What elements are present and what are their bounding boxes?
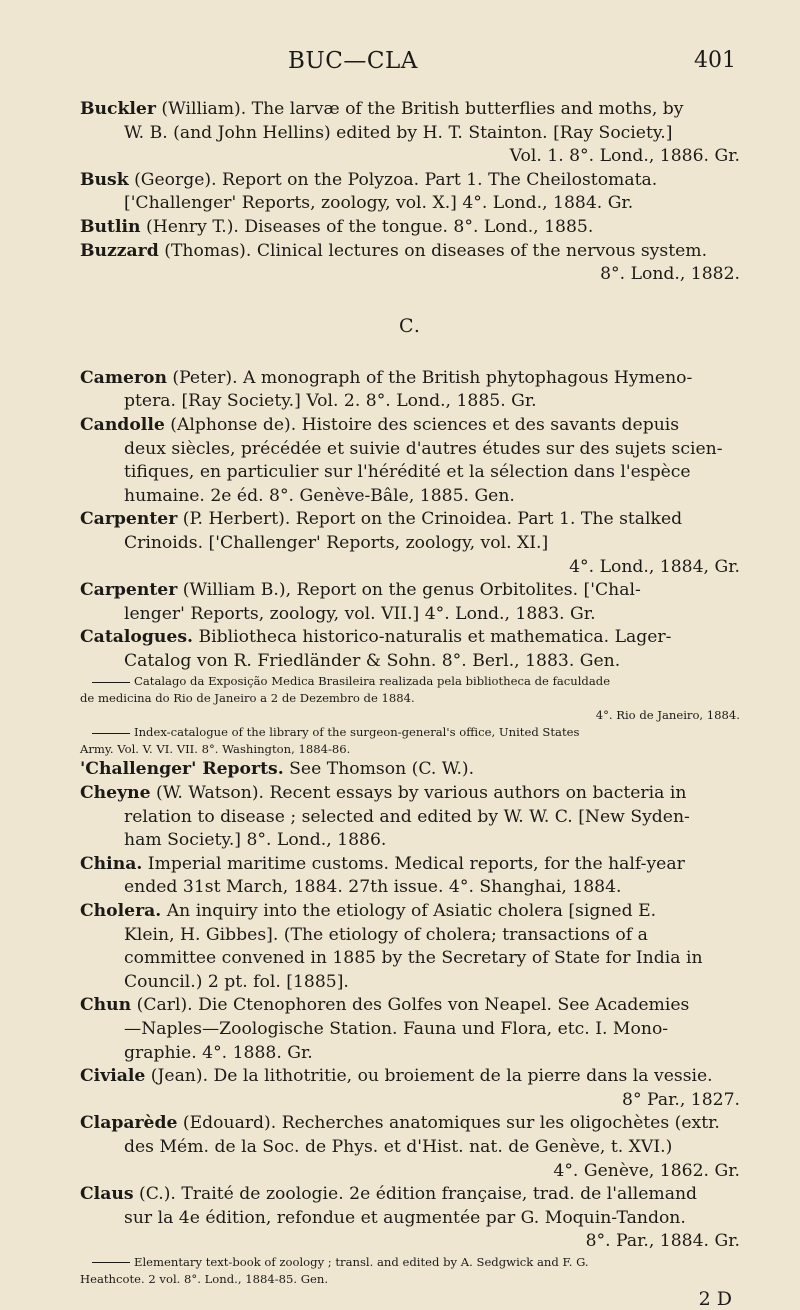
page-number: 401 [694,48,736,73]
running-head: BUC—CLA [288,48,418,74]
ditto-dash [92,1262,130,1263]
entry-elementary-textbook: Elementary text-book of zoology ; transl. and edited by A. Sedgwick and F. G. Heathcote. 2 vol. 8°. Lond., 1884-85. Gen. [80,1254,589,1286]
entry-heading: Civiale [80,1066,146,1087]
entry-claparede: Claparède (Edouard). Recherches anatomiques sur les oligochètes (extr. des Mém. de la Soc. de Phys. et d'Hist. nat. de Genève, t. XVI.) 4°. Genève, 1862. Gr. [80,1113,740,1181]
entry-heading: China. [80,853,143,874]
entry-heading: Buckler [80,99,156,119]
entry-heading: 'Challenger' Reports. [80,759,284,780]
entry-cameron: Cameron (Peter). A monograph of the British phytophagous Hymeno- ptera. [Ray Society.] Vol. 2. 8°. Lond., 1885. Gr. [80,367,693,412]
page-header [0,48,800,80]
entry-heading: Buzzard [80,240,159,261]
entry-china: China. Imperial maritime customs. Medical reports, for the half-year ended 31st March, 1884. 27th issue. 4°. Shanghai, 1884. [80,853,685,898]
entry-butlin: Butlin (Henry T.). Diseases of the tongue. 8°. Lond., 1885. [80,216,594,237]
entry-cheyne: Cheyne (W. Watson). Recent essays by various authors on bacteria in relation to disease ; selected and edited by W. W. C. [New Syden- ham Society.] 8°. Lond., 1886. [80,783,690,851]
entry-civiale: Civiale (Jean). De la lithotritie, ou broiement de la pierre dans la vessie. 8° Par., 1827. [80,1066,740,1110]
ditto-dash [92,733,130,734]
entry-buzzard: Buzzard (Thomas). Clinical lectures on diseases of the nervous system. 8°. Lond., 1882. [80,240,740,285]
entry-cholera: Cholera. An inquiry into the etiology of Asiatic cholera [signed E. Klein, H. Gibbes]. (The etiology of cholera; transactions of a committee convened in 1885 by the Secretary of State for India in Council.) 2 pt. fol. [1885]. [80,901,703,992]
entry-heading: Cameron [80,367,167,388]
entry-heading: Claparède [80,1113,178,1134]
entry-heading: Claus [80,1184,134,1205]
entry-heading: Carpenter [80,509,178,530]
entry-heading: Butlin [80,216,141,237]
entry-candolle: Candolle (Alphonse de). Histoire des sciences et des savants depuis deux siècles, précédée et suivie d'autres études sur des sujets scien- tifiques, en particulier sur l'hérédité et la sélection dans l'espèce humaine. 2e éd. 8°. Genève-Bâle, 1885. Gen. [80,414,723,506]
entry-heading: Chun [80,995,132,1016]
entry-heading: Candolle [80,414,165,435]
entry-carpenter-w: Carpenter (William B.), Report on the genus Orbitolites. ['Chal- lenger' Reports, zoology, vol. VII.] 4°. Lond., 1883. Gr. [80,580,641,624]
entry-heading: Catalogues. [80,627,193,648]
entry-index-catalogue: Index-catalogue of the library of the surgeon-general's office, United States Army. Vol. V. VI. VII. 8°. Washington, 1884-86. [80,725,580,757]
entry-buckler: Buckler (William). The larvæ of the British butterflies and moths, by W. B. (and John Hellins) edited by H. T. Stainton. [Ray Society.] Vol. 1. 8°. Lond., 1886. Gr. [80,99,740,167]
entry-chun: Chun (Carl). Die Ctenophoren des Golfes von Neapel. See Academies —Naples—Zoologische Station. Fauna und Flora, etc. I. Mono- graphie. 4°. 1888. Gr. [80,995,690,1063]
entry-challenger: 'Challenger' Reports. See Thomson (C. W.). [80,759,475,780]
entry-catalogo-brasileira: Catalago da Exposição Medica Brasileira realizada pela bibliotheca de faculdade de medicina do Rio de Janeiro a 2 de Dezembro de 1884. 4°. Rio de Janeiro, 1884. [80,674,740,723]
entry-catalogues: Catalogues. Bibliotheca historico-naturalis et mathematica. Lager- Catalog von R. Friedländer & Sohn. 8°. Berl., 1883. Gen. [80,627,672,671]
catalogue-content [80,98,740,1310]
signature-mark: 2 D [698,1287,732,1310]
entry-carpenter-p: Carpenter (P. Herbert). Report on the Crinoidea. Part 1. The stalked Crinoids. ['Challenger' Reports, zoology, vol. XI.] 4°. Lond., 1884, Gr. [80,509,740,577]
entry-heading: Cholera. [80,901,162,922]
entry-busk: Busk (George). Report on the Polyzoa. Part 1. The Cheilostomata. ['Challenger' Reports, zoology, vol. X.] 4°. Lond., 1884. Gr. [80,169,658,214]
ditto-dash [92,682,130,683]
entry-claus: Claus (C.). Traité de zoologie. 2e édition française, trad. de l'allemand sur la 4e édition, refondue et augmentée par G. Moquin-Tandon. 8°. Par., 1884. Gr. [80,1184,740,1252]
entry-heading: Cheyne [80,783,151,804]
entry-heading: Busk [80,169,129,190]
section-letter-c: C. [399,314,421,337]
entry-heading: Carpenter [80,580,178,601]
